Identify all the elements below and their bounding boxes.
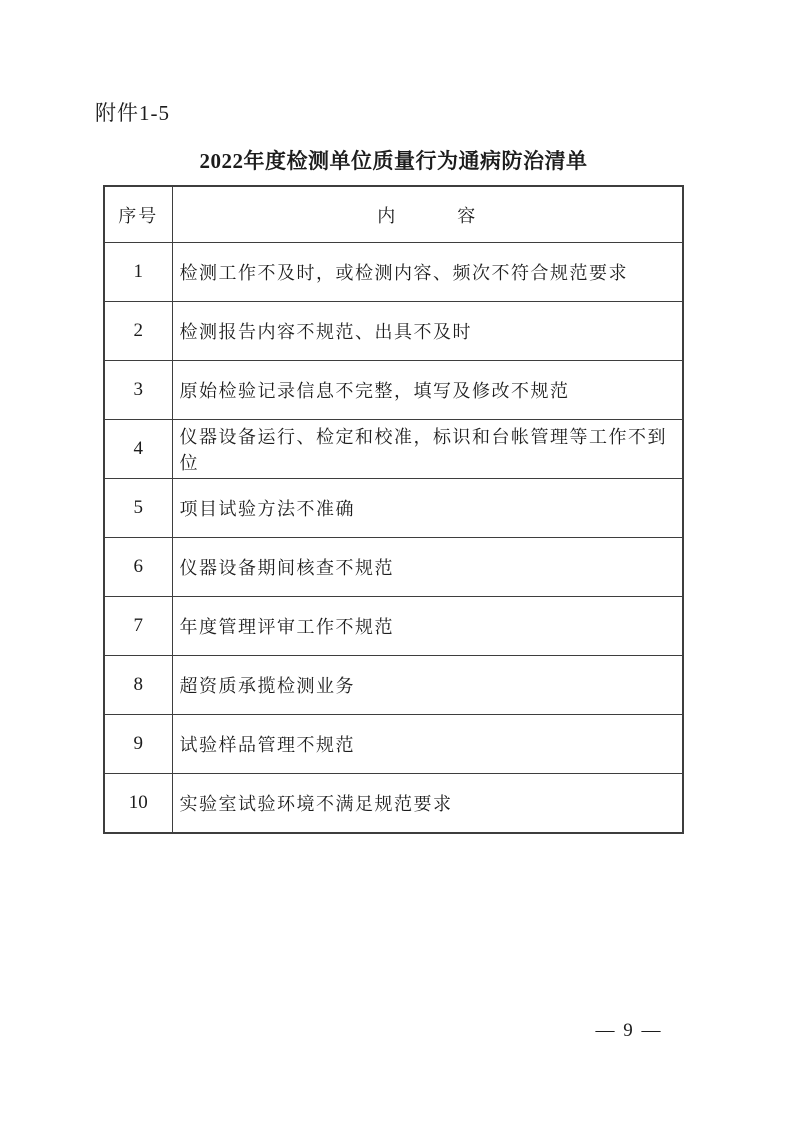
table-row — [104, 715, 683, 774]
table-row — [104, 302, 683, 361]
row-number: 7 — [104, 597, 172, 656]
row-number: 2 — [104, 302, 172, 361]
row-content: 仪器设备期间核查不规范 — [172, 538, 683, 597]
row-content: 试验样品管理不规范 — [172, 715, 683, 774]
page-number: — 9 — — [595, 1020, 663, 1041]
attachment-label: 附件1-5 — [95, 101, 170, 125]
row-content: 超资质承揽检测业务 — [172, 656, 683, 715]
row-number: 4 — [104, 420, 172, 479]
row-number: 8 — [104, 656, 172, 715]
table-header-row — [104, 186, 683, 243]
row-number: 1 — [104, 243, 172, 302]
row-number: 6 — [104, 538, 172, 597]
row-content: 仪器设备运行、检定和校准，标识和台帐管理等工作不到位 — [172, 420, 683, 479]
row-content: 实验室试验环境不满足规范要求 — [172, 774, 683, 834]
table-row — [104, 774, 683, 834]
row-content: 检测工作不及时，或检测内容、频次不符合规范要求 — [172, 243, 683, 302]
col-header-content: 内 容 — [172, 186, 683, 243]
row-number: 10 — [104, 774, 172, 834]
defects-table — [103, 185, 684, 834]
col-header-no: 序号 — [104, 186, 172, 243]
table-row — [104, 243, 683, 302]
row-number: 3 — [104, 361, 172, 420]
table-row — [104, 420, 683, 479]
row-content: 检测报告内容不规范、出具不及时 — [172, 302, 683, 361]
row-number: 5 — [104, 479, 172, 538]
row-content: 项目试验方法不准确 — [172, 479, 683, 538]
table-row — [104, 479, 683, 538]
row-content: 原始检验记录信息不完整，填写及修改不规范 — [172, 361, 683, 420]
document-title: 2022年度检测单位质量行为通病防治清单 — [199, 149, 588, 173]
table-row — [104, 538, 683, 597]
row-number: 9 — [104, 715, 172, 774]
table-row — [104, 361, 683, 420]
table-row — [104, 656, 683, 715]
table-row — [104, 597, 683, 656]
row-content: 年度管理评审工作不规范 — [172, 597, 683, 656]
